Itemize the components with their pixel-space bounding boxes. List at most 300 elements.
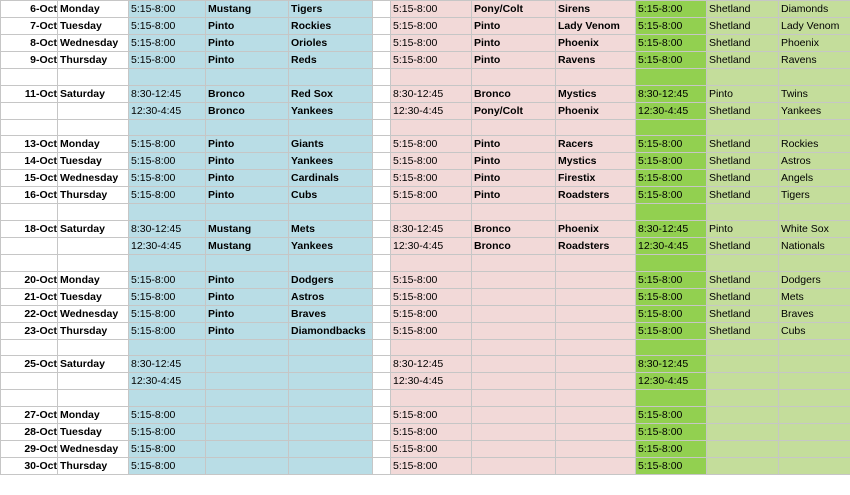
cell-field1-time[interactable]: 5:15-8:00 [129,288,206,305]
cell-field1-time[interactable]: 12:30-4:45 [129,102,206,119]
cell-field2-team[interactable]: Mystics [556,85,636,102]
cell-field3-time[interactable]: 5:15-8:00 [636,407,707,424]
cell-field3-time[interactable] [636,255,707,272]
cell-field3-time[interactable]: 5:15-8:00 [636,1,707,18]
cell-field1-team[interactable] [289,255,373,272]
cell-field3-time[interactable]: 12:30-4:45 [636,238,707,255]
cell-date[interactable]: 21-Oct [1,288,58,305]
cell-field2-division[interactable]: Pinto [472,35,556,52]
cell-field1-division[interactable]: Bronco [206,85,289,102]
cell-date[interactable]: 7-Oct [1,18,58,35]
cell-day[interactable]: Tuesday [58,424,129,441]
cell-field2-time[interactable]: 5:15-8:00 [391,187,472,204]
cell-field3-team[interactable] [779,390,850,407]
cell-field2-team[interactable] [556,119,636,136]
cell-date[interactable]: 16-Oct [1,187,58,204]
cell-field1-time[interactable] [129,204,206,221]
cell-field2-team[interactable] [556,69,636,86]
cell-field1-time[interactable]: 5:15-8:00 [129,1,206,18]
cell-date[interactable]: 13-Oct [1,136,58,153]
cell-field3-team[interactable]: Ravens [779,52,850,69]
cell-field3-division[interactable]: Shetland [707,102,779,119]
cell-spacer[interactable] [373,52,391,69]
cell-spacer[interactable] [373,119,391,136]
cell-field2-division[interactable]: Bronco [472,85,556,102]
cell-field2-time[interactable] [391,255,472,272]
cell-field1-time[interactable]: 8:30-12:45 [129,221,206,238]
cell-field2-team[interactable] [556,458,636,475]
cell-field1-team[interactable]: Yankees [289,102,373,119]
cell-field3-team[interactable] [779,441,850,458]
cell-field1-division[interactable] [206,441,289,458]
cell-day[interactable] [58,390,129,407]
cell-field3-team[interactable]: Astros [779,153,850,170]
cell-field1-team[interactable]: Cubs [289,187,373,204]
cell-field1-team[interactable]: Reds [289,52,373,69]
cell-field2-team[interactable] [556,424,636,441]
cell-date[interactable]: 15-Oct [1,170,58,187]
cell-field1-team[interactable]: Dodgers [289,271,373,288]
cell-field3-team[interactable]: Tigers [779,187,850,204]
cell-field3-team[interactable]: Phoenix [779,35,850,52]
cell-date[interactable] [1,255,58,272]
cell-field1-team[interactable] [289,458,373,475]
cell-field1-division[interactable]: Pinto [206,35,289,52]
cell-field1-time[interactable]: 5:15-8:00 [129,271,206,288]
cell-field1-time[interactable] [129,390,206,407]
cell-field3-division[interactable]: Shetland [707,18,779,35]
cell-field1-time[interactable]: 5:15-8:00 [129,424,206,441]
cell-date[interactable]: 18-Oct [1,221,58,238]
cell-date[interactable] [1,69,58,86]
cell-field3-time[interactable]: 5:15-8:00 [636,18,707,35]
cell-date[interactable]: 29-Oct [1,441,58,458]
cell-spacer[interactable] [373,356,391,373]
cell-field3-division[interactable] [707,69,779,86]
cell-field2-division[interactable] [472,271,556,288]
cell-field2-time[interactable]: 8:30-12:45 [391,85,472,102]
cell-field1-division[interactable]: Pinto [206,271,289,288]
cell-field3-time[interactable]: 12:30-4:45 [636,373,707,390]
cell-field2-division[interactable] [472,69,556,86]
cell-day[interactable]: Wednesday [58,441,129,458]
cell-day[interactable]: Thursday [58,458,129,475]
cell-field2-team[interactable]: Phoenix [556,102,636,119]
cell-field1-time[interactable]: 5:15-8:00 [129,153,206,170]
cell-date[interactable] [1,373,58,390]
cell-field1-team[interactable]: Diamondbacks [289,322,373,339]
cell-field1-time[interactable]: 5:15-8:00 [129,441,206,458]
cell-field3-time[interactable] [636,119,707,136]
cell-field2-division[interactable] [472,322,556,339]
cell-field3-division[interactable]: Shetland [707,1,779,18]
cell-spacer[interactable] [373,187,391,204]
cell-field1-time[interactable]: 5:15-8:00 [129,187,206,204]
cell-field2-time[interactable]: 8:30-12:45 [391,356,472,373]
cell-field3-time[interactable]: 5:15-8:00 [636,35,707,52]
cell-field3-division[interactable] [707,373,779,390]
cell-field1-division[interactable]: Mustang [206,238,289,255]
cell-day[interactable]: Saturday [58,85,129,102]
cell-field1-time[interactable] [129,69,206,86]
cell-date[interactable] [1,238,58,255]
cell-date[interactable]: 30-Oct [1,458,58,475]
cell-field2-team[interactable] [556,255,636,272]
cell-field1-team[interactable]: Tigers [289,1,373,18]
cell-field1-time[interactable]: 5:15-8:00 [129,305,206,322]
cell-date[interactable]: 11-Oct [1,85,58,102]
cell-field1-team[interactable] [289,339,373,356]
cell-field2-division[interactable] [472,305,556,322]
cell-field1-team[interactable] [289,424,373,441]
cell-field2-time[interactable] [391,390,472,407]
cell-day[interactable] [58,339,129,356]
cell-field3-time[interactable] [636,339,707,356]
cell-field2-time[interactable] [391,204,472,221]
cell-date[interactable]: 9-Oct [1,52,58,69]
cell-field3-division[interactable] [707,255,779,272]
cell-field3-division[interactable]: Shetland [707,153,779,170]
cell-field1-division[interactable] [206,390,289,407]
cell-field3-time[interactable]: 5:15-8:00 [636,322,707,339]
cell-field2-team[interactable] [556,373,636,390]
cell-field1-team[interactable] [289,390,373,407]
cell-field1-division[interactable]: Mustang [206,221,289,238]
cell-field2-time[interactable]: 5:15-8:00 [391,52,472,69]
cell-field2-time[interactable]: 5:15-8:00 [391,170,472,187]
cell-field2-division[interactable]: Pinto [472,153,556,170]
cell-field1-time[interactable] [129,119,206,136]
cell-field3-time[interactable]: 5:15-8:00 [636,288,707,305]
cell-field3-division[interactable] [707,339,779,356]
cell-field2-team[interactable]: Lady Venom [556,18,636,35]
cell-field1-team[interactable] [289,69,373,86]
cell-day[interactable] [58,119,129,136]
cell-day[interactable] [58,69,129,86]
cell-spacer[interactable] [373,69,391,86]
cell-field2-time[interactable]: 12:30-4:45 [391,373,472,390]
cell-field3-team[interactable]: White Sox [779,221,850,238]
cell-field3-division[interactable] [707,407,779,424]
cell-field3-team[interactable] [779,424,850,441]
cell-field3-team[interactable] [779,407,850,424]
cell-field1-division[interactable]: Pinto [206,305,289,322]
cell-day[interactable]: Thursday [58,52,129,69]
cell-field2-time[interactable]: 5:15-8:00 [391,458,472,475]
cell-field3-team[interactable] [779,255,850,272]
cell-field1-team[interactable]: Mets [289,221,373,238]
cell-day[interactable]: Thursday [58,322,129,339]
cell-field3-time[interactable] [636,204,707,221]
cell-field3-division[interactable]: Shetland [707,187,779,204]
cell-field1-team[interactable]: Giants [289,136,373,153]
cell-day[interactable] [58,255,129,272]
cell-spacer[interactable] [373,238,391,255]
cell-spacer[interactable] [373,373,391,390]
cell-field1-division[interactable]: Pinto [206,288,289,305]
cell-spacer[interactable] [373,271,391,288]
cell-field3-division[interactable] [707,119,779,136]
cell-day[interactable] [58,102,129,119]
cell-field2-team[interactable]: Roadsters [556,187,636,204]
cell-field3-team[interactable] [779,356,850,373]
cell-field1-time[interactable]: 5:15-8:00 [129,170,206,187]
cell-date[interactable] [1,390,58,407]
cell-spacer[interactable] [373,407,391,424]
cell-field3-division[interactable]: Shetland [707,288,779,305]
cell-field2-division[interactable]: Bronco [472,221,556,238]
cell-field3-time[interactable]: 5:15-8:00 [636,441,707,458]
cell-field2-division[interactable] [472,424,556,441]
cell-spacer[interactable] [373,424,391,441]
cell-day[interactable]: Monday [58,271,129,288]
cell-spacer[interactable] [373,322,391,339]
cell-field1-division[interactable] [206,458,289,475]
cell-field2-division[interactable] [472,339,556,356]
cell-field3-time[interactable]: 5:15-8:00 [636,136,707,153]
cell-field1-time[interactable] [129,339,206,356]
cell-date[interactable] [1,102,58,119]
cell-field2-time[interactable]: 12:30-4:45 [391,102,472,119]
cell-field1-time[interactable]: 5:15-8:00 [129,407,206,424]
cell-field3-time[interactable]: 5:15-8:00 [636,187,707,204]
cell-date[interactable]: 14-Oct [1,153,58,170]
cell-field3-time[interactable]: 5:15-8:00 [636,170,707,187]
cell-field2-team[interactable] [556,322,636,339]
cell-day[interactable]: Thursday [58,187,129,204]
cell-day[interactable]: Monday [58,136,129,153]
cell-field3-team[interactable]: Mets [779,288,850,305]
cell-field1-time[interactable]: 8:30-12:45 [129,85,206,102]
cell-field2-division[interactable] [472,407,556,424]
cell-field2-division[interactable] [472,441,556,458]
cell-field3-team[interactable] [779,339,850,356]
cell-spacer[interactable] [373,441,391,458]
cell-field1-division[interactable]: Mustang [206,1,289,18]
cell-field3-team[interactable]: Cubs [779,322,850,339]
cell-field2-division[interactable] [472,458,556,475]
cell-field2-time[interactable] [391,119,472,136]
cell-field3-team[interactable]: Twins [779,85,850,102]
cell-spacer[interactable] [373,390,391,407]
cell-field1-time[interactable]: 5:15-8:00 [129,322,206,339]
cell-field3-time[interactable] [636,390,707,407]
cell-field2-team[interactable]: Sirens [556,1,636,18]
cell-field1-team[interactable]: Braves [289,305,373,322]
cell-field1-time[interactable]: 5:15-8:00 [129,18,206,35]
cell-field2-team[interactable] [556,339,636,356]
cell-field2-time[interactable]: 5:15-8:00 [391,136,472,153]
cell-field1-team[interactable]: Cardinals [289,170,373,187]
cell-field2-time[interactable]: 5:15-8:00 [391,18,472,35]
cell-field1-division[interactable] [206,373,289,390]
cell-field2-team[interactable]: Firestix [556,170,636,187]
cell-field3-division[interactable]: Shetland [707,170,779,187]
cell-field3-team[interactable]: Angels [779,170,850,187]
cell-field3-time[interactable] [636,69,707,86]
cell-field3-time[interactable]: 8:30-12:45 [636,85,707,102]
cell-field1-team[interactable]: Rockies [289,18,373,35]
cell-field3-division[interactable] [707,424,779,441]
cell-field1-time[interactable]: 5:15-8:00 [129,35,206,52]
cell-field1-division[interactable] [206,407,289,424]
cell-field2-team[interactable]: Mystics [556,153,636,170]
cell-field1-division[interactable]: Pinto [206,52,289,69]
cell-field3-time[interactable]: 5:15-8:00 [636,52,707,69]
cell-field2-division[interactable]: Bronco [472,238,556,255]
cell-field3-division[interactable]: Shetland [707,136,779,153]
cell-field1-team[interactable]: Orioles [289,35,373,52]
cell-field1-division[interactable]: Pinto [206,187,289,204]
cell-date[interactable]: 28-Oct [1,424,58,441]
cell-field2-time[interactable]: 5:15-8:00 [391,153,472,170]
cell-field2-team[interactable]: Roadsters [556,238,636,255]
cell-field3-division[interactable]: Pinto [707,85,779,102]
cell-field3-team[interactable] [779,69,850,86]
cell-date[interactable] [1,204,58,221]
cell-field1-team[interactable] [289,441,373,458]
cell-field2-team[interactable] [556,356,636,373]
cell-field2-team[interactable] [556,441,636,458]
cell-field3-team[interactable]: Diamonds [779,1,850,18]
cell-field1-time[interactable]: 8:30-12:45 [129,356,206,373]
cell-field3-division[interactable]: Shetland [707,271,779,288]
cell-field3-time[interactable]: 12:30-4:45 [636,102,707,119]
cell-field1-team[interactable] [289,119,373,136]
cell-day[interactable]: Tuesday [58,288,129,305]
cell-field3-team[interactable] [779,458,850,475]
cell-field2-division[interactable] [472,204,556,221]
cell-spacer[interactable] [373,204,391,221]
cell-field1-division[interactable] [206,339,289,356]
cell-field2-team[interactable]: Phoenix [556,35,636,52]
cell-field3-division[interactable]: Shetland [707,305,779,322]
cell-field3-division[interactable]: Pinto [707,221,779,238]
cell-day[interactable]: Wednesday [58,35,129,52]
cell-date[interactable]: 6-Oct [1,1,58,18]
cell-day[interactable]: Saturday [58,356,129,373]
cell-field2-team[interactable]: Ravens [556,52,636,69]
cell-field2-time[interactable]: 5:15-8:00 [391,305,472,322]
cell-field2-team[interactable] [556,390,636,407]
cell-field1-team[interactable]: Yankees [289,238,373,255]
cell-field1-division[interactable]: Bronco [206,102,289,119]
cell-field2-division[interactable] [472,373,556,390]
cell-day[interactable]: Saturday [58,221,129,238]
cell-spacer[interactable] [373,170,391,187]
cell-field2-time[interactable]: 5:15-8:00 [391,288,472,305]
cell-field2-division[interactable]: Pony/Colt [472,1,556,18]
cell-field3-division[interactable]: Shetland [707,35,779,52]
cell-field3-team[interactable] [779,373,850,390]
cell-day[interactable]: Wednesday [58,170,129,187]
cell-field2-division[interactable] [472,356,556,373]
cell-field1-team[interactable]: Yankees [289,153,373,170]
cell-date[interactable]: 25-Oct [1,356,58,373]
cell-field3-team[interactable]: Dodgers [779,271,850,288]
cell-field1-division[interactable] [206,119,289,136]
cell-date[interactable] [1,339,58,356]
cell-field2-division[interactable] [472,255,556,272]
cell-day[interactable] [58,238,129,255]
cell-field2-time[interactable]: 12:30-4:45 [391,238,472,255]
cell-field2-division[interactable] [472,119,556,136]
cell-spacer[interactable] [373,458,391,475]
cell-field1-team[interactable] [289,204,373,221]
cell-field2-time[interactable]: 5:15-8:00 [391,322,472,339]
cell-field1-team[interactable] [289,407,373,424]
cell-field2-time[interactable]: 5:15-8:00 [391,271,472,288]
cell-field2-division[interactable] [472,390,556,407]
cell-day[interactable]: Monday [58,407,129,424]
cell-field2-time[interactable]: 8:30-12:45 [391,221,472,238]
cell-field2-team[interactable] [556,305,636,322]
cell-spacer[interactable] [373,136,391,153]
cell-field3-time[interactable]: 5:15-8:00 [636,458,707,475]
cell-field2-division[interactable]: Pony/Colt [472,102,556,119]
cell-field3-team[interactable]: Nationals [779,238,850,255]
cell-field2-division[interactable]: Pinto [472,52,556,69]
cell-field1-division[interactable]: Pinto [206,322,289,339]
cell-spacer[interactable] [373,153,391,170]
cell-field1-division[interactable] [206,356,289,373]
cell-field3-division[interactable] [707,441,779,458]
cell-spacer[interactable] [373,35,391,52]
cell-spacer[interactable] [373,18,391,35]
cell-field1-time[interactable]: 5:15-8:00 [129,458,206,475]
cell-field2-team[interactable] [556,288,636,305]
cell-day[interactable]: Tuesday [58,18,129,35]
cell-field3-division[interactable]: Shetland [707,52,779,69]
cell-field2-division[interactable]: Pinto [472,170,556,187]
cell-spacer[interactable] [373,288,391,305]
cell-field2-time[interactable]: 5:15-8:00 [391,1,472,18]
cell-field1-division[interactable] [206,424,289,441]
cell-spacer[interactable] [373,305,391,322]
cell-field2-division[interactable] [472,288,556,305]
cell-field3-division[interactable]: Shetland [707,322,779,339]
cell-field3-division[interactable]: Shetland [707,238,779,255]
cell-field3-team[interactable]: Braves [779,305,850,322]
cell-field3-team[interactable]: Lady Venom [779,18,850,35]
cell-field1-division[interactable] [206,255,289,272]
cell-date[interactable]: 20-Oct [1,271,58,288]
cell-date[interactable]: 22-Oct [1,305,58,322]
cell-field2-team[interactable] [556,204,636,221]
cell-field1-division[interactable]: Pinto [206,170,289,187]
cell-field3-time[interactable]: 5:15-8:00 [636,271,707,288]
cell-field3-division[interactable] [707,390,779,407]
cell-field1-division[interactable] [206,69,289,86]
cell-spacer[interactable] [373,339,391,356]
cell-field2-time[interactable]: 5:15-8:00 [391,424,472,441]
cell-field2-team[interactable] [556,271,636,288]
cell-day[interactable]: Wednesday [58,305,129,322]
cell-field1-time[interactable]: 12:30-4:45 [129,238,206,255]
cell-date[interactable]: 27-Oct [1,407,58,424]
cell-field2-division[interactable]: Pinto [472,187,556,204]
cell-field1-division[interactable]: Pinto [206,153,289,170]
cell-day[interactable] [58,204,129,221]
cell-field1-team[interactable] [289,356,373,373]
cell-date[interactable]: 23-Oct [1,322,58,339]
cell-spacer[interactable] [373,85,391,102]
cell-field3-time[interactable]: 8:30-12:45 [636,221,707,238]
cell-field2-time[interactable]: 5:15-8:00 [391,441,472,458]
cell-field3-time[interactable]: 5:15-8:00 [636,153,707,170]
cell-field3-team[interactable]: Yankees [779,102,850,119]
cell-field1-division[interactable] [206,204,289,221]
